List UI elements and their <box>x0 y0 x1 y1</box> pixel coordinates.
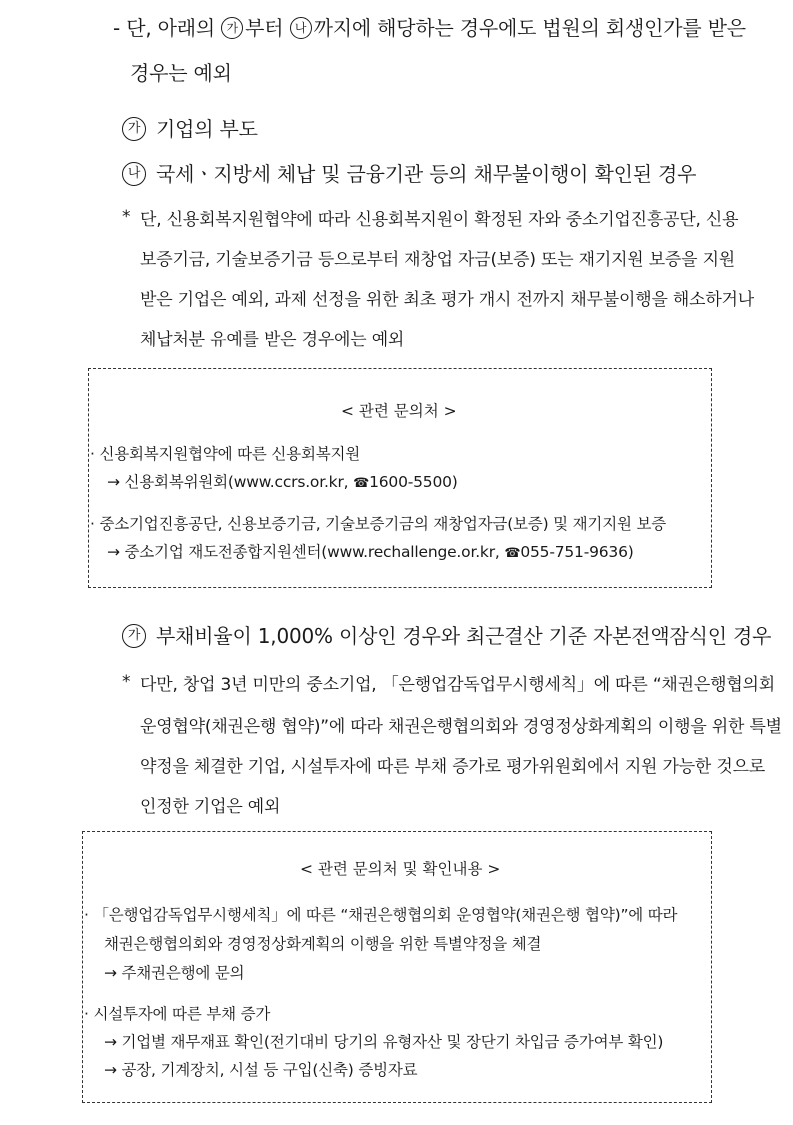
contact-box-1-title: < 관련 문의처 > <box>341 402 457 420</box>
intro-line-1-pre: 단, 아래의 <box>126 16 215 40</box>
note1-star: * <box>122 207 131 227</box>
item-na-text: 국세ㆍ지방세 체납 및 금융기관 등의 채무불이행이 확인된 경우 <box>156 162 697 186</box>
contact-box-2-arrow-2a: → 기업별 재무재표 확인(전기대비 당기의 유형자산 및 장단기 차입금 증가여부 확인) <box>104 1033 664 1051</box>
phone-icon: ☎ <box>504 546 521 561</box>
intro-line-1 <box>113 12 746 41</box>
contact-box-2-arrow-2b: → 공장, 기계장치, 시설 등 구입(신축) 증빙자료 <box>104 1061 418 1079</box>
intro-line-1-post: 까지에 해당하는 경우에도 법원의 회생인가를 받은 <box>313 16 746 40</box>
note2-line-4: 인정한 기업은 예외 <box>140 797 281 817</box>
item-ga-text: 기업의 부도 <box>156 117 258 141</box>
item-ga-2 <box>122 620 771 650</box>
note1-line-3: 받은 기업은 예외, 과제 선정을 위한 최초 평가 개시 전까지 채무불이행을 해소하거나 <box>140 290 754 310</box>
contact-box-1-arrow-1 <box>107 470 458 492</box>
contact-box-1-arrow-2-text: → 중소기업 재도전종합지원센터(www.rechallenge.or.kr, <box>107 543 500 561</box>
circled-marker-ga: 가 <box>122 624 146 648</box>
circled-marker-ga: 가 <box>122 117 146 141</box>
contact-box-1-arrow-1-text: → 신용회복위원회(www.ccrs.or.kr, <box>107 473 349 491</box>
item-ga <box>122 113 258 143</box>
circled-marker-ga: 가 <box>221 17 243 39</box>
item-ga-2-text: 부채비율이 1,000% 이상인 경우와 최근결산 기준 자본전액잠식인 경우 <box>156 624 772 648</box>
contact-box-1-bullet-2: · 중소기업진흥공단, 신용보증기금, 기술보증기금의 재창업자금(보증) 및 재기지원 보증 <box>90 515 667 533</box>
note2-line-2: 운영협약(채권은행 협약)”에 따라 채권은행협의회와 경영정상화계획의 이행을 위한 특별 <box>140 717 782 737</box>
contact-box-1-bullet-1: · 신용회복지원협약에 따른 신용회복지원 <box>90 445 361 463</box>
intro-line-2: 경우는 예외 <box>130 61 232 85</box>
contact-box-1-phone-2: 055-751-9636) <box>520 543 634 561</box>
contact-box-2-bullet-1-line-1: · 「은행업감독업무시행세칙」에 따른 “채권은행협의회 운영협약(채권은행 협약)”에 따라 <box>84 906 678 924</box>
item-na <box>122 158 696 188</box>
note2-line-3: 약정을 체결한 기업, 시설투자에 따른 부채 증가로 평가위원회에서 지원 가능한 것으로 <box>140 757 766 777</box>
note1-line-2: 보증기금, 기술보증기금 등으로부터 재창업 자금(보증) 또는 재기지원 보증을 지원 <box>140 250 736 270</box>
contact-box-2-bullet-1-line-2: 채권은행협의회와 경영정상화계획의 이행을 위한 특별약정을 체결 <box>104 935 542 953</box>
note1-line-4: 체납처분 유예를 받은 경우에는 예외 <box>140 330 405 350</box>
contact-box-1-phone-1: 1600-5500) <box>369 473 458 491</box>
circled-marker-na: 나 <box>290 17 312 39</box>
note2-line-1: 다만, 창업 3년 미만의 중소기업, 「은행업감독업무시행세칙」에 따른 “채권은행협의회 <box>140 675 775 695</box>
intro-dash: - <box>113 16 121 40</box>
contact-box-2-title: < 관련 문의처 및 확인내용 > <box>300 860 501 878</box>
contact-box-1-arrow-2 <box>107 540 634 562</box>
contact-box-2-arrow-1: → 주채권은행에 문의 <box>104 964 245 982</box>
phone-icon: ☎ <box>353 476 370 491</box>
contact-box-2-bullet-2: · 시설투자에 따른 부채 증가 <box>84 1005 271 1023</box>
circled-marker-na: 나 <box>122 162 146 186</box>
note2-star: * <box>122 672 131 692</box>
note1-line-1: 단, 신용회복지원협약에 따라 신용회복지원이 확정된 자와 중소기업진흥공단, 신용 <box>140 210 739 230</box>
intro-line-1-mid: 부터 <box>245 16 284 40</box>
